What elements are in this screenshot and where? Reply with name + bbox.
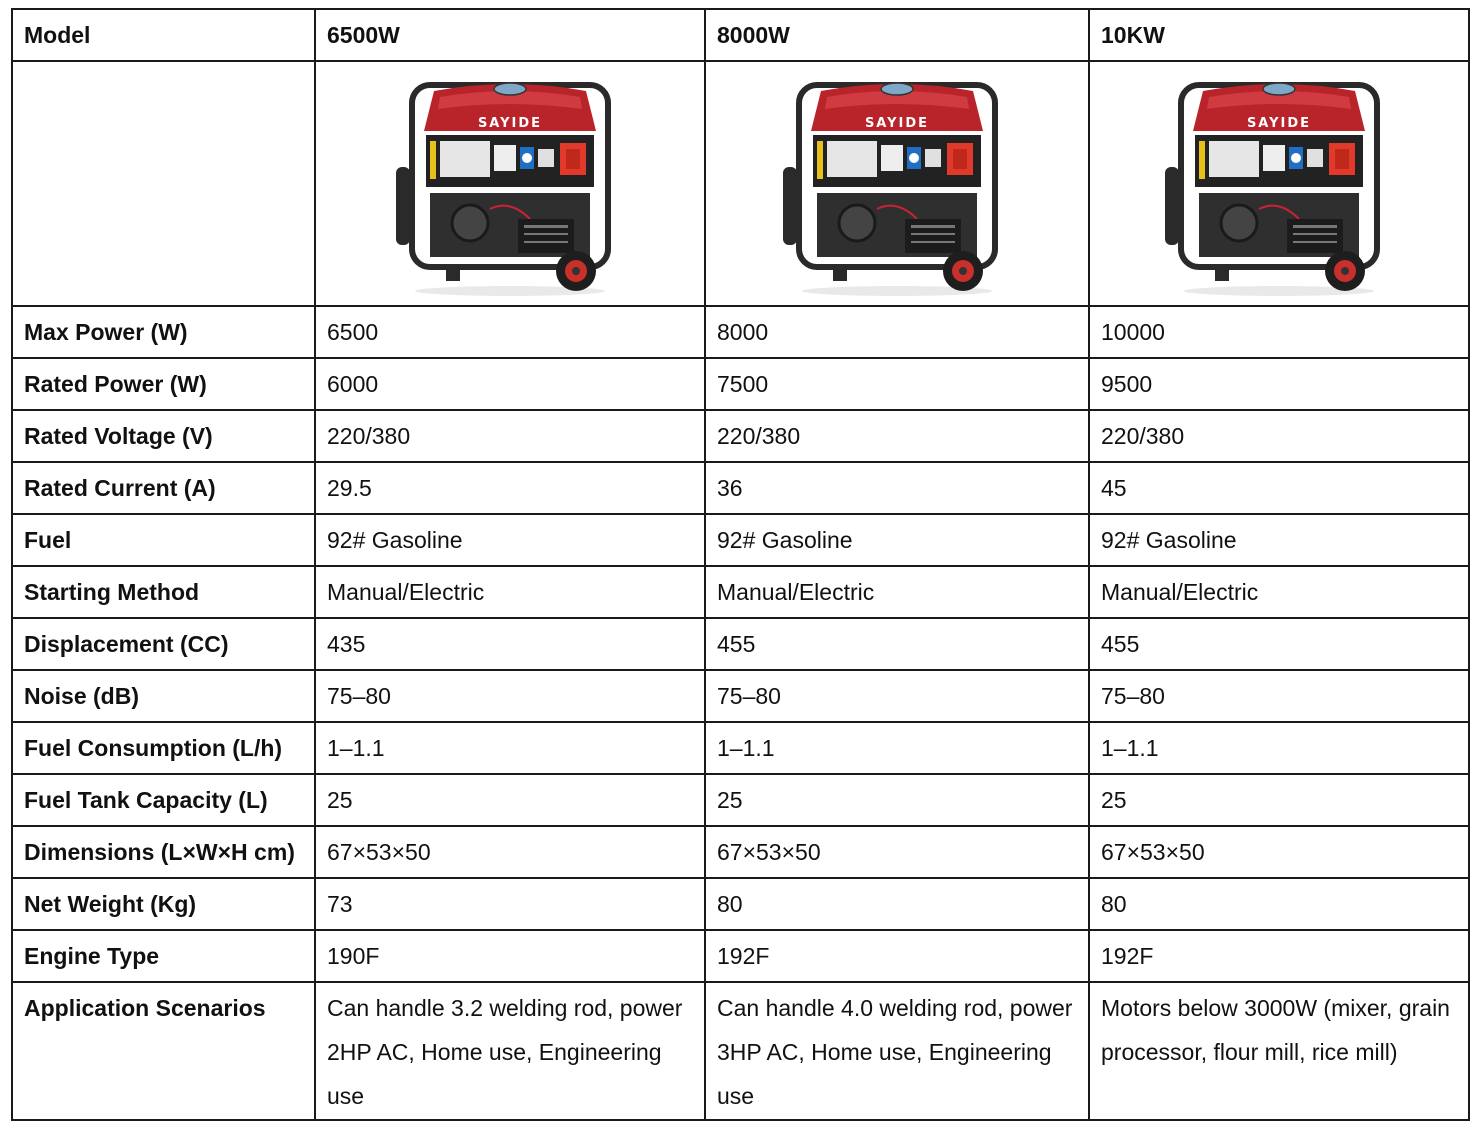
brand-label: SAYIDE xyxy=(864,115,930,131)
image-cell-8000w xyxy=(705,61,1089,306)
header-cell-10kw: 10KW xyxy=(1089,9,1469,61)
generator-image xyxy=(316,69,704,299)
app-text-8000w: Can handle 4.0 welding rod, power 3HP AC, Home use, Engineering use xyxy=(717,995,1073,1109)
generator-icon xyxy=(777,69,1017,299)
table-row xyxy=(12,462,1469,514)
table-cell: 455 xyxy=(705,618,1089,670)
table-cell: 25 xyxy=(1089,774,1469,826)
table-cell: 6500 xyxy=(315,306,705,358)
image-cell-10kw xyxy=(1089,61,1469,306)
table-cell: 455 xyxy=(1089,618,1469,670)
table-cell xyxy=(1089,982,1469,1120)
app-text-6500w: Can handle 3.2 welding rod, power 2HP AC, Home use, Engineering use xyxy=(327,995,683,1109)
generator-icon xyxy=(390,69,630,299)
table-cell: 75–80 xyxy=(1089,670,1469,722)
table-cell: 435 xyxy=(315,618,705,670)
table-cell: 9500 xyxy=(1089,358,1469,410)
table-cell: 25 xyxy=(705,774,1089,826)
table-cell: Manual/Electric xyxy=(1089,566,1469,618)
table-row xyxy=(12,670,1469,722)
table-cell: 67×53×50 xyxy=(315,826,705,878)
table-cell: 6000 xyxy=(315,358,705,410)
table-cell: 67×53×50 xyxy=(705,826,1089,878)
image-row xyxy=(12,61,1469,306)
header-cell-8000w: 8000W xyxy=(705,9,1089,61)
table-cell xyxy=(315,982,705,1120)
image-cell-empty xyxy=(12,61,315,306)
table-cell: 1–1.1 xyxy=(315,722,705,774)
table-cell: 190F xyxy=(315,930,705,982)
table-cell: 75–80 xyxy=(705,670,1089,722)
table-cell: 25 xyxy=(315,774,705,826)
generator-image xyxy=(1090,69,1468,299)
row-label: Fuel xyxy=(12,514,315,566)
table-cell: Manual/Electric xyxy=(315,566,705,618)
header-row xyxy=(12,9,1469,61)
row-label: Engine Type xyxy=(12,930,315,982)
app-text-10kw: Motors below 3000W (mixer, grain processor, flour mill, rice mill) xyxy=(1101,995,1450,1065)
row-label: Fuel Tank Capacity (L) xyxy=(12,774,315,826)
table-cell: 10000 xyxy=(1089,306,1469,358)
table-cell: 92# Gasoline xyxy=(705,514,1089,566)
table-row xyxy=(12,826,1469,878)
table-row xyxy=(12,566,1469,618)
table-cell: 80 xyxy=(1089,878,1469,930)
table-cell: 80 xyxy=(705,878,1089,930)
brand-label: SAYIDE xyxy=(1246,115,1312,131)
table-row xyxy=(12,358,1469,410)
table-row xyxy=(12,514,1469,566)
table-row xyxy=(12,410,1469,462)
row-label: Dimensions (L×W×H cm) xyxy=(12,826,315,878)
row-label: Rated Current (A) xyxy=(12,462,315,514)
app-label: Application Scenarios xyxy=(24,995,266,1021)
table-cell: 220/380 xyxy=(1089,410,1469,462)
table-row xyxy=(12,774,1469,826)
table-cell: Manual/Electric xyxy=(705,566,1089,618)
table-row xyxy=(12,878,1469,930)
spec-table xyxy=(11,8,1470,1121)
brand-label: SAYIDE xyxy=(477,115,543,131)
row-label: Rated Power (W) xyxy=(12,358,315,410)
table-cell: 92# Gasoline xyxy=(315,514,705,566)
table-cell: 8000 xyxy=(705,306,1089,358)
table-row xyxy=(12,930,1469,982)
header-cell-6500w: 6500W xyxy=(315,9,705,61)
header-cell-model: Model xyxy=(12,9,315,61)
table-cell: 73 xyxy=(315,878,705,930)
table-cell xyxy=(705,982,1089,1120)
generator-icon xyxy=(1159,69,1399,299)
table-cell: 220/380 xyxy=(315,410,705,462)
table-cell: 1–1.1 xyxy=(705,722,1089,774)
table-row xyxy=(12,618,1469,670)
row-label: Rated Voltage (V) xyxy=(12,410,315,462)
row-label: Max Power (W) xyxy=(12,306,315,358)
row-label: Displacement (CC) xyxy=(12,618,315,670)
image-cell-6500w xyxy=(315,61,705,306)
table-cell: 75–80 xyxy=(315,670,705,722)
table-cell: 192F xyxy=(1089,930,1469,982)
table-cell: 220/380 xyxy=(705,410,1089,462)
table-cell: 29.5 xyxy=(315,462,705,514)
table-cell: 45 xyxy=(1089,462,1469,514)
row-label: Fuel Consumption (L/h) xyxy=(12,722,315,774)
table-cell: 192F xyxy=(705,930,1089,982)
row-label xyxy=(12,982,315,1120)
table-cell: 36 xyxy=(705,462,1089,514)
table-row xyxy=(12,306,1469,358)
generator-image xyxy=(706,69,1088,299)
table-row xyxy=(12,722,1469,774)
row-label: Noise (dB) xyxy=(12,670,315,722)
row-label: Starting Method xyxy=(12,566,315,618)
table-row xyxy=(12,982,1469,1120)
row-label: Net Weight (Kg) xyxy=(12,878,315,930)
table-cell: 1–1.1 xyxy=(1089,722,1469,774)
table-cell: 7500 xyxy=(705,358,1089,410)
table-cell: 67×53×50 xyxy=(1089,826,1469,878)
table-cell: 92# Gasoline xyxy=(1089,514,1469,566)
